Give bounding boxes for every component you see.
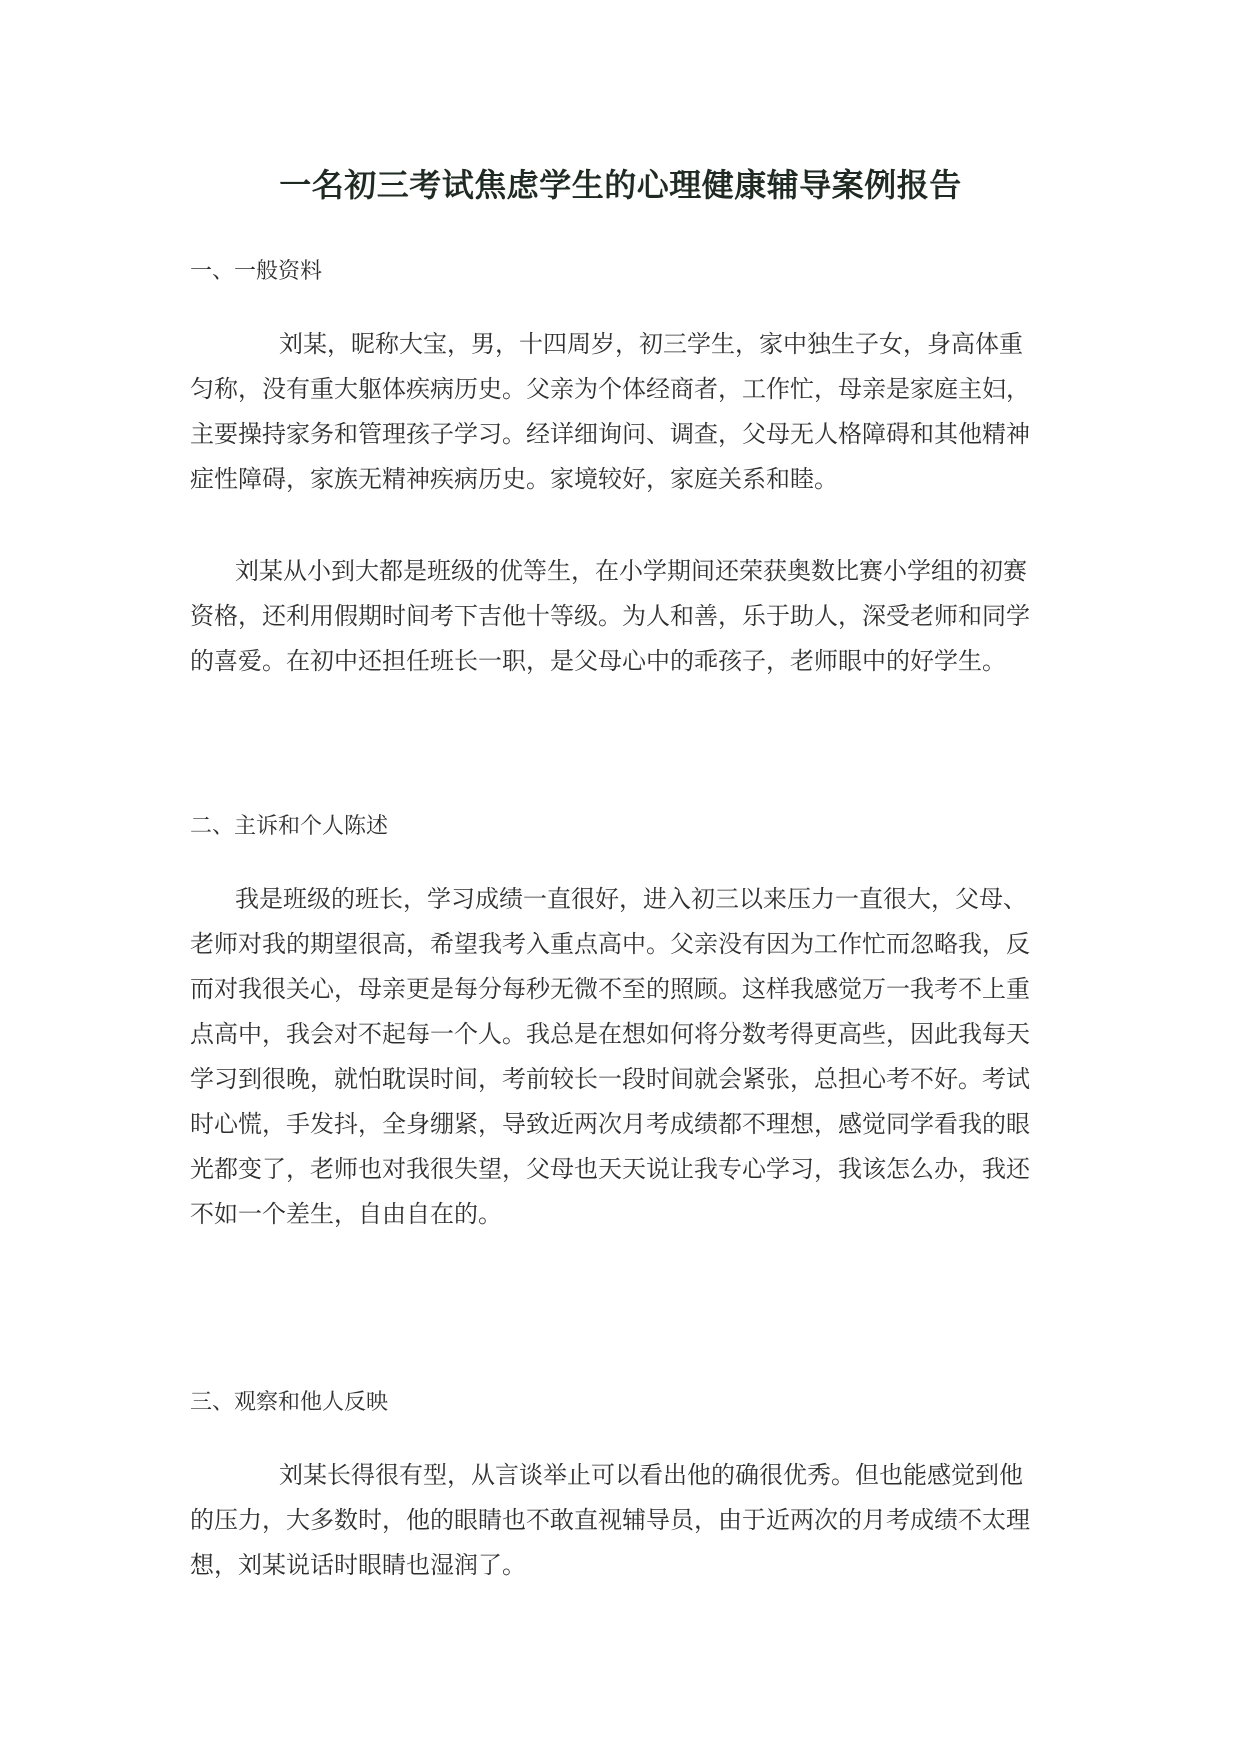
text-line: 我是班级的班长，学习成绩一直很好，进入初三以来压力一直很大，父母、 bbox=[235, 885, 1027, 913]
text-line: 资格，还利用假期时间考下吉他十等级。为人和善，乐于助人，深受老师和同学 bbox=[190, 602, 1030, 630]
text-line: 学习到很晚，就怕耽误时间，考前较长一段时间就会紧张，总担心考不好。考试 bbox=[190, 1065, 1030, 1093]
text-line: 症性障碍，家族无精神疾病历史。家境较好，家庭关系和睦。 bbox=[190, 465, 838, 493]
text-line: 刘某长得很有型，从言谈举止可以看出他的确很优秀。但也能感觉到他 bbox=[279, 1461, 1023, 1489]
text-line: 匀称，没有重大躯体疾病历史。父亲为个体经商者，工作忙，母亲是家庭主妇， bbox=[190, 375, 1030, 403]
paragraph-basic-profile bbox=[190, 322, 1060, 502]
text-line: 刘某，昵称大宝，男，十四周岁，初三学生，家中独生子女，身高体重 bbox=[279, 330, 1023, 358]
text-line: 时心慌，手发抖，全身绷紧，导致近两次月考成绩都不理想，感觉同学看我的眼 bbox=[190, 1110, 1030, 1138]
section-heading-observation: 三、观察和他人反映 bbox=[190, 1390, 389, 1415]
text-line: 想，刘某说话时眼睛也湿润了。 bbox=[190, 1551, 526, 1579]
text-line: 光都变了，老师也对我很失望，父母也天天说让我专心学习，我该怎么办，我还 bbox=[190, 1155, 1030, 1183]
section-heading-complaint: 二、主诉和个人陈述 bbox=[190, 814, 389, 839]
section-heading-general-info: 一、一般资料 bbox=[190, 259, 323, 284]
text-line: 刘某从小到大都是班级的优等生，在小学期间还荣获奥数比赛小学组的初赛 bbox=[235, 557, 1027, 585]
text-line: 主要操持家务和管理孩子学习。经详细询问、调查，父母无人格障碍和其他精神 bbox=[190, 420, 1030, 448]
text-line: 老师对我的期望很高，希望我考入重点高中。父亲没有因为工作忙而忽略我，反 bbox=[190, 930, 1030, 958]
paragraph-personal-statement bbox=[190, 877, 1060, 1237]
text-line: 不如一个差生，自由自在的。 bbox=[190, 1200, 502, 1228]
text-line: 点高中，我会对不起每一个人。我总是在想如何将分数考得更高些，因此我每天 bbox=[190, 1020, 1030, 1048]
document-title: 一名初三考试焦虑学生的心理健康辅导案例报告 bbox=[279, 166, 962, 204]
text-line: 而对我很关心，母亲更是每分每秒无微不至的照顾。这样我感觉万一我考不上重 bbox=[190, 975, 1030, 1003]
text-line: 的压力，大多数时，他的眼睛也不敢直视辅导员，由于近两次的月考成绩不太理 bbox=[190, 1506, 1030, 1534]
paragraph-background bbox=[190, 549, 1060, 684]
text-line: 的喜爱。在初中还担任班长一职，是父母心中的乖孩子，老师眼中的好学生。 bbox=[190, 647, 1006, 675]
paragraph-observation bbox=[190, 1453, 1060, 1588]
